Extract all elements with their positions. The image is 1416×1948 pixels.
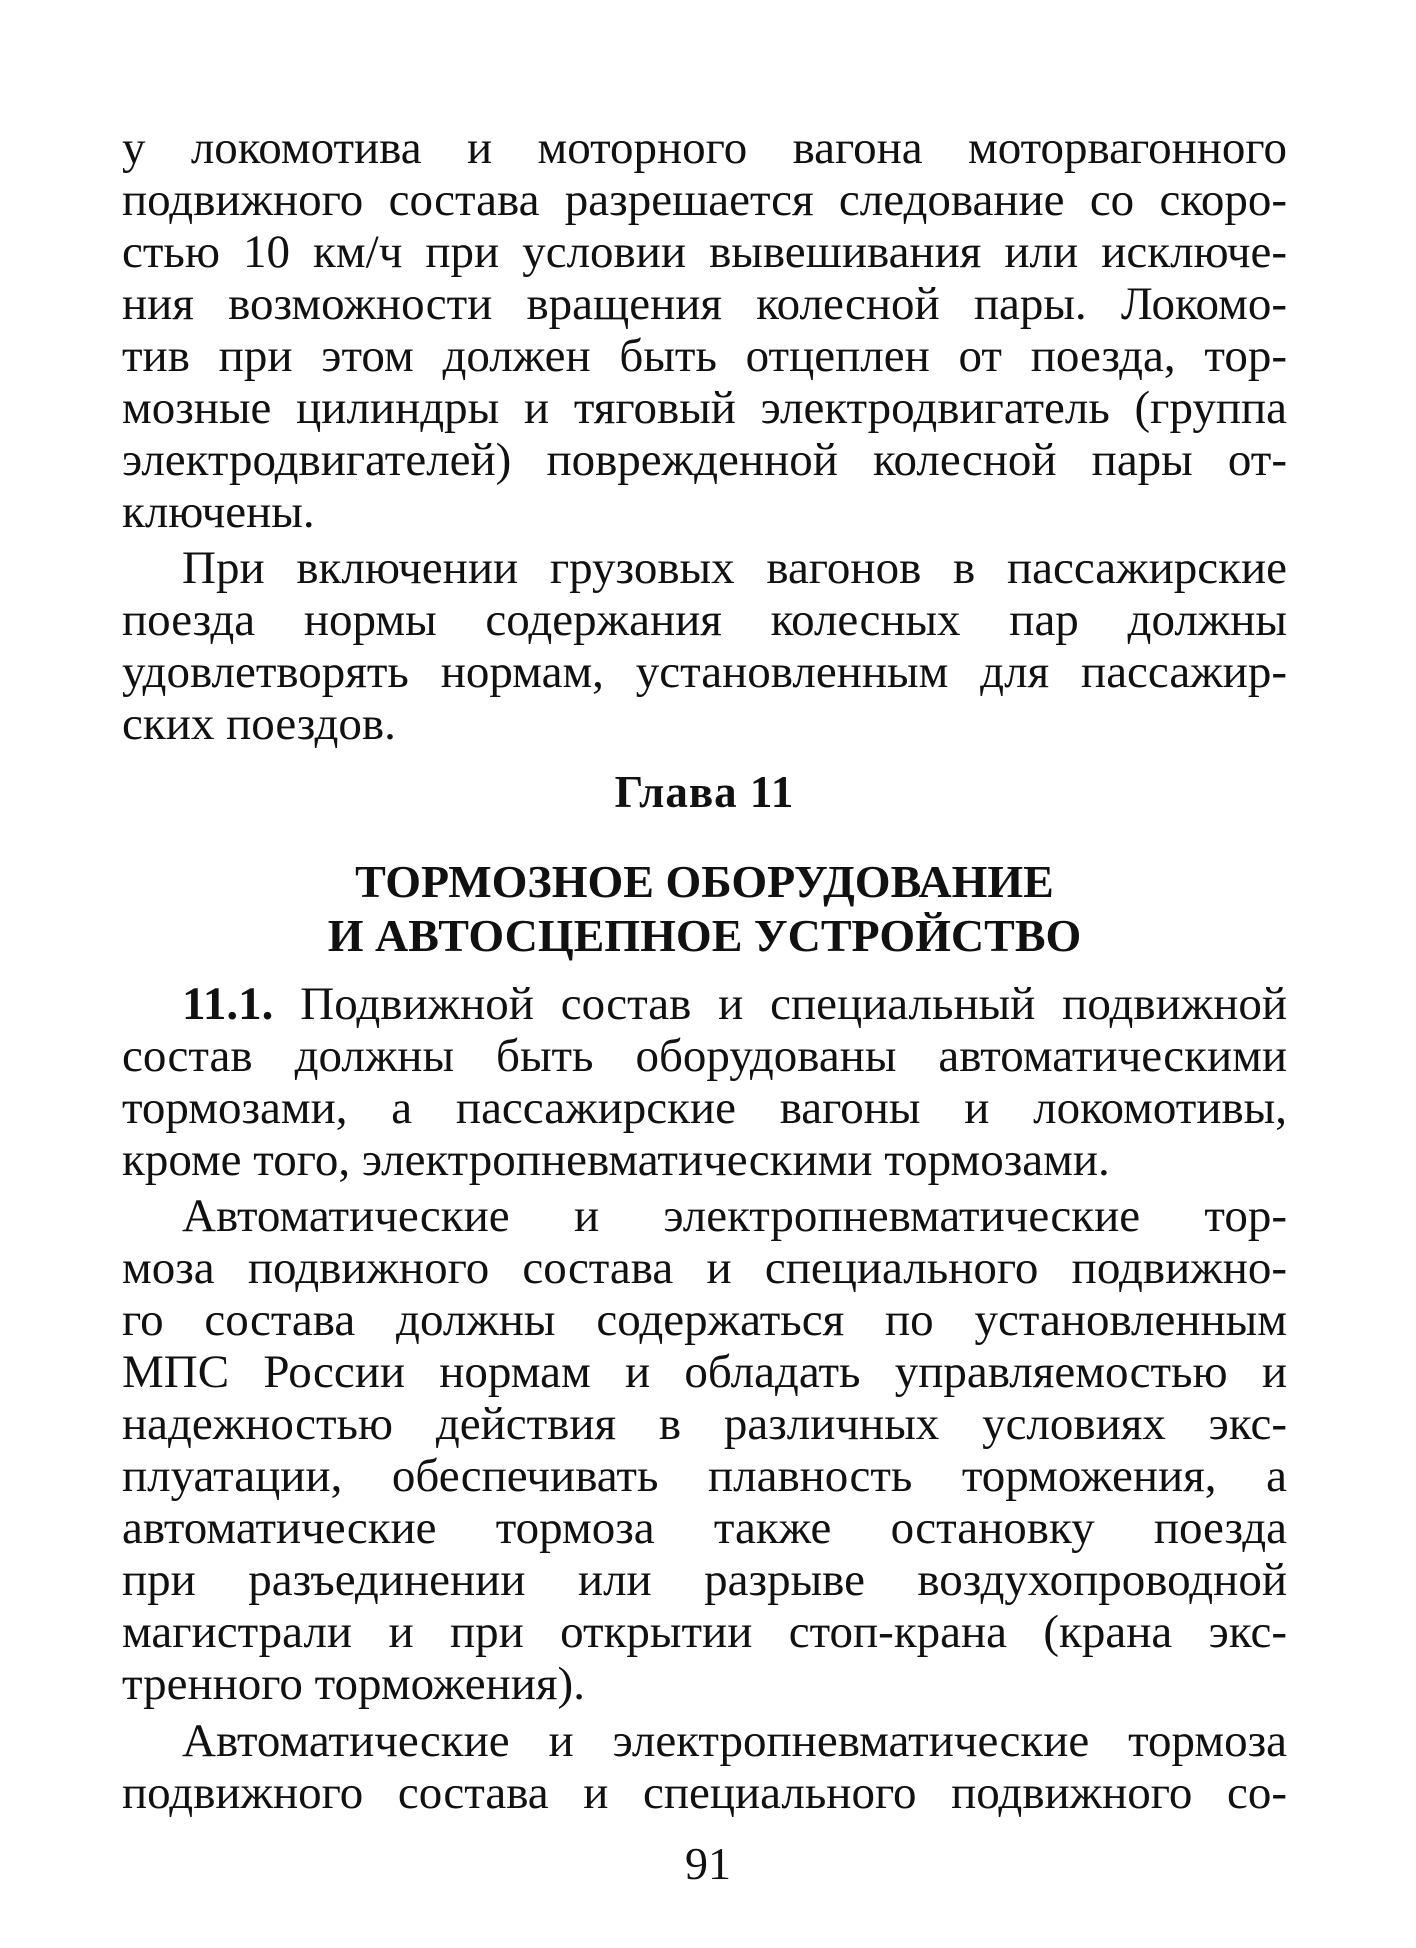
text-line: подвижного состава разрешается следование со скоро- <box>122 174 1287 226</box>
paragraph-continued <box>122 122 1287 538</box>
text-line: ских поездов. <box>122 698 396 750</box>
text-fragment: Подвижной состав и специальный подвижной <box>300 978 1287 1030</box>
text-line: мозные цилиндры и тяговый электродвигатель (группа <box>122 382 1287 434</box>
text-line: состав должны быть оборудованы автоматическими <box>122 1030 1287 1082</box>
paragraph-brakes-continued <box>122 1715 1287 1819</box>
chapter-title-line: И АВТОСЦЕПНОЕ УСТРОЙСТВО <box>327 910 1082 961</box>
text-line: моза подвижного состава и специального подвижно- <box>122 1242 1287 1294</box>
text-line: надежностью действия в различных условиях экс- <box>122 1398 1287 1450</box>
text-line: МПС России нормам и обладать управляемостью и <box>122 1346 1287 1398</box>
text-line: тренного торможения). <box>122 1658 585 1710</box>
chapter-title <box>122 855 1287 963</box>
text-line: тормозами, а пассажирские вагоны и локомотивы, <box>122 1082 1287 1134</box>
text-line: тив при этом должен быть отцеплен от поезда, тор- <box>122 330 1287 382</box>
text-line: подвижного состава и специального подвижного со- <box>122 1767 1287 1819</box>
text-line: при разъединении или разрыве воздухопроводной <box>122 1554 1287 1606</box>
paragraph-section-11-1 <box>122 978 1287 1186</box>
text-line: Автоматические и электропневматические тормоза <box>182 1715 1287 1767</box>
text-line <box>122 978 1287 1030</box>
text-line: поезда нормы содержания колесных пар должны <box>122 594 1287 646</box>
text-line: При включении грузовых вагонов в пассажирские <box>182 542 1287 594</box>
text-line: ключены. <box>122 486 315 538</box>
text-line: го состава должны содержаться по установленным <box>122 1294 1287 1346</box>
text-line: у локомотива и моторного вагона моторвагонного <box>122 122 1287 174</box>
text-line: кроме того, электропневматическими тормозами. <box>122 1134 1110 1186</box>
page-number: 91 <box>685 1838 731 1889</box>
text-line: ния возможности вращения колесной пары. Локомо- <box>122 278 1287 330</box>
section-number: 11.1. <box>182 978 274 1030</box>
text-line: стью 10 км/ч при условии вывешивания или исключе- <box>122 226 1287 278</box>
text-line: магистрали и при открытии стоп-крана (крана экс- <box>122 1606 1287 1658</box>
chapter-title-line: ТОРМОЗНОЕ ОБОРУДОВАНИЕ <box>355 856 1054 907</box>
text-line: Автоматические и электропневматические тор- <box>182 1190 1287 1242</box>
text-line: удовлетворять нормам, установленным для пассажир- <box>122 646 1287 698</box>
paragraph-brakes-requirements <box>122 1190 1287 1710</box>
text-line: плуатации, обеспечивать плавность торможения, а <box>122 1450 1287 1502</box>
text-line: автоматические тормоза также остановку поезда <box>122 1502 1287 1554</box>
chapter-label: Глава 11 <box>614 767 795 817</box>
paragraph-freight-wagons <box>122 542 1287 750</box>
text-line: электродвигателей) поврежденной колесной пары от- <box>122 434 1287 486</box>
